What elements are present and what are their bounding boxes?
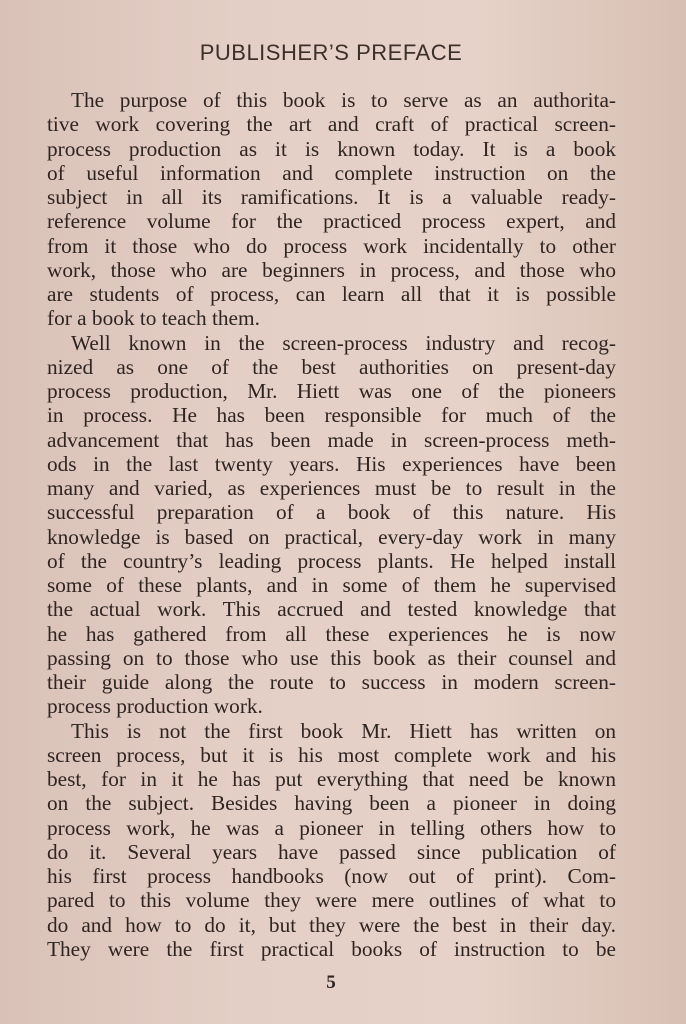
text-line: the actual work. This accrued and tested knowledge that xyxy=(47,597,616,622)
text-line: do and how to do it, but they were the best in their day. xyxy=(47,912,616,937)
text-line: of the country’s leading process plants. He helped install xyxy=(47,548,616,573)
text-line: his first process handbooks (now out of print). Com- xyxy=(47,864,616,888)
text-line: in process. He has been responsible for much of the xyxy=(47,403,616,428)
text-line: many and varied, as experiences must be to result in the xyxy=(47,476,616,500)
text-line: some of these plants, and in some of them he supervised xyxy=(47,573,616,597)
text-line: The purpose of this book is to serve as an authorita- xyxy=(71,88,616,112)
text-line: reference volume for the practiced process expert, and xyxy=(47,209,616,234)
text-line: knowledge is based on practical, every-day work in many xyxy=(47,524,616,549)
text-line: subject in all its ramifications. It is a valuable ready- xyxy=(47,185,616,209)
text-line: nized as one of the best authorities on present-day xyxy=(47,354,616,379)
page-heading: PUBLISHER’S PREFACE xyxy=(199,40,463,65)
text-line: screen process, but it is his most complete work and his xyxy=(47,742,616,767)
text-line: work, those who are beginners in process, and those who xyxy=(47,257,616,282)
text-line: successful preparation of a book of this nature. His xyxy=(47,500,616,525)
page-number: 5 xyxy=(326,972,336,993)
text-line: process production work. xyxy=(47,694,263,719)
text-line: process production as it is known today. It is a book xyxy=(47,136,616,161)
text-line: from it those who do process work incidentally to other xyxy=(47,233,616,258)
text-line: advancement that has been made in screen-process meth- xyxy=(47,427,616,452)
text-line: are students of process, can learn all that it is possible xyxy=(47,282,616,306)
text-line: pared to this volume they were mere outlines of what to xyxy=(47,888,616,913)
text-line: This is not the first book Mr. Hiett has written on xyxy=(71,718,616,743)
body-text xyxy=(47,88,616,961)
text-line: their guide along the route to success in modern screen- xyxy=(47,670,616,694)
text-line: passing on to those who use this book as their counsel and xyxy=(47,645,616,670)
text-line: Well known in the screen-process industry and recog- xyxy=(71,330,616,355)
text-line: best, for in it he has put everything that need be known xyxy=(47,767,616,791)
text-line: for a book to teach them. xyxy=(47,306,260,331)
text-line: on the subject. Besides having been a pioneer in doing xyxy=(47,791,616,816)
text-line: They were the first practical books of instruction to be xyxy=(47,936,616,961)
text-line: ods in the last twenty years. His experiences have been xyxy=(47,451,616,476)
text-line: process work, he was a pioneer in telling others how to xyxy=(47,815,616,840)
text-line: of useful information and complete instruction on the xyxy=(47,160,616,185)
text-line: he has gathered from all these experiences he is now xyxy=(47,621,616,646)
text-line: do it. Several years have passed since publication of xyxy=(47,839,616,864)
text-line: process production, Mr. Hiett was one of the pioneers xyxy=(47,379,616,403)
text-line: tive work covering the art and craft of practical screen- xyxy=(47,112,616,137)
